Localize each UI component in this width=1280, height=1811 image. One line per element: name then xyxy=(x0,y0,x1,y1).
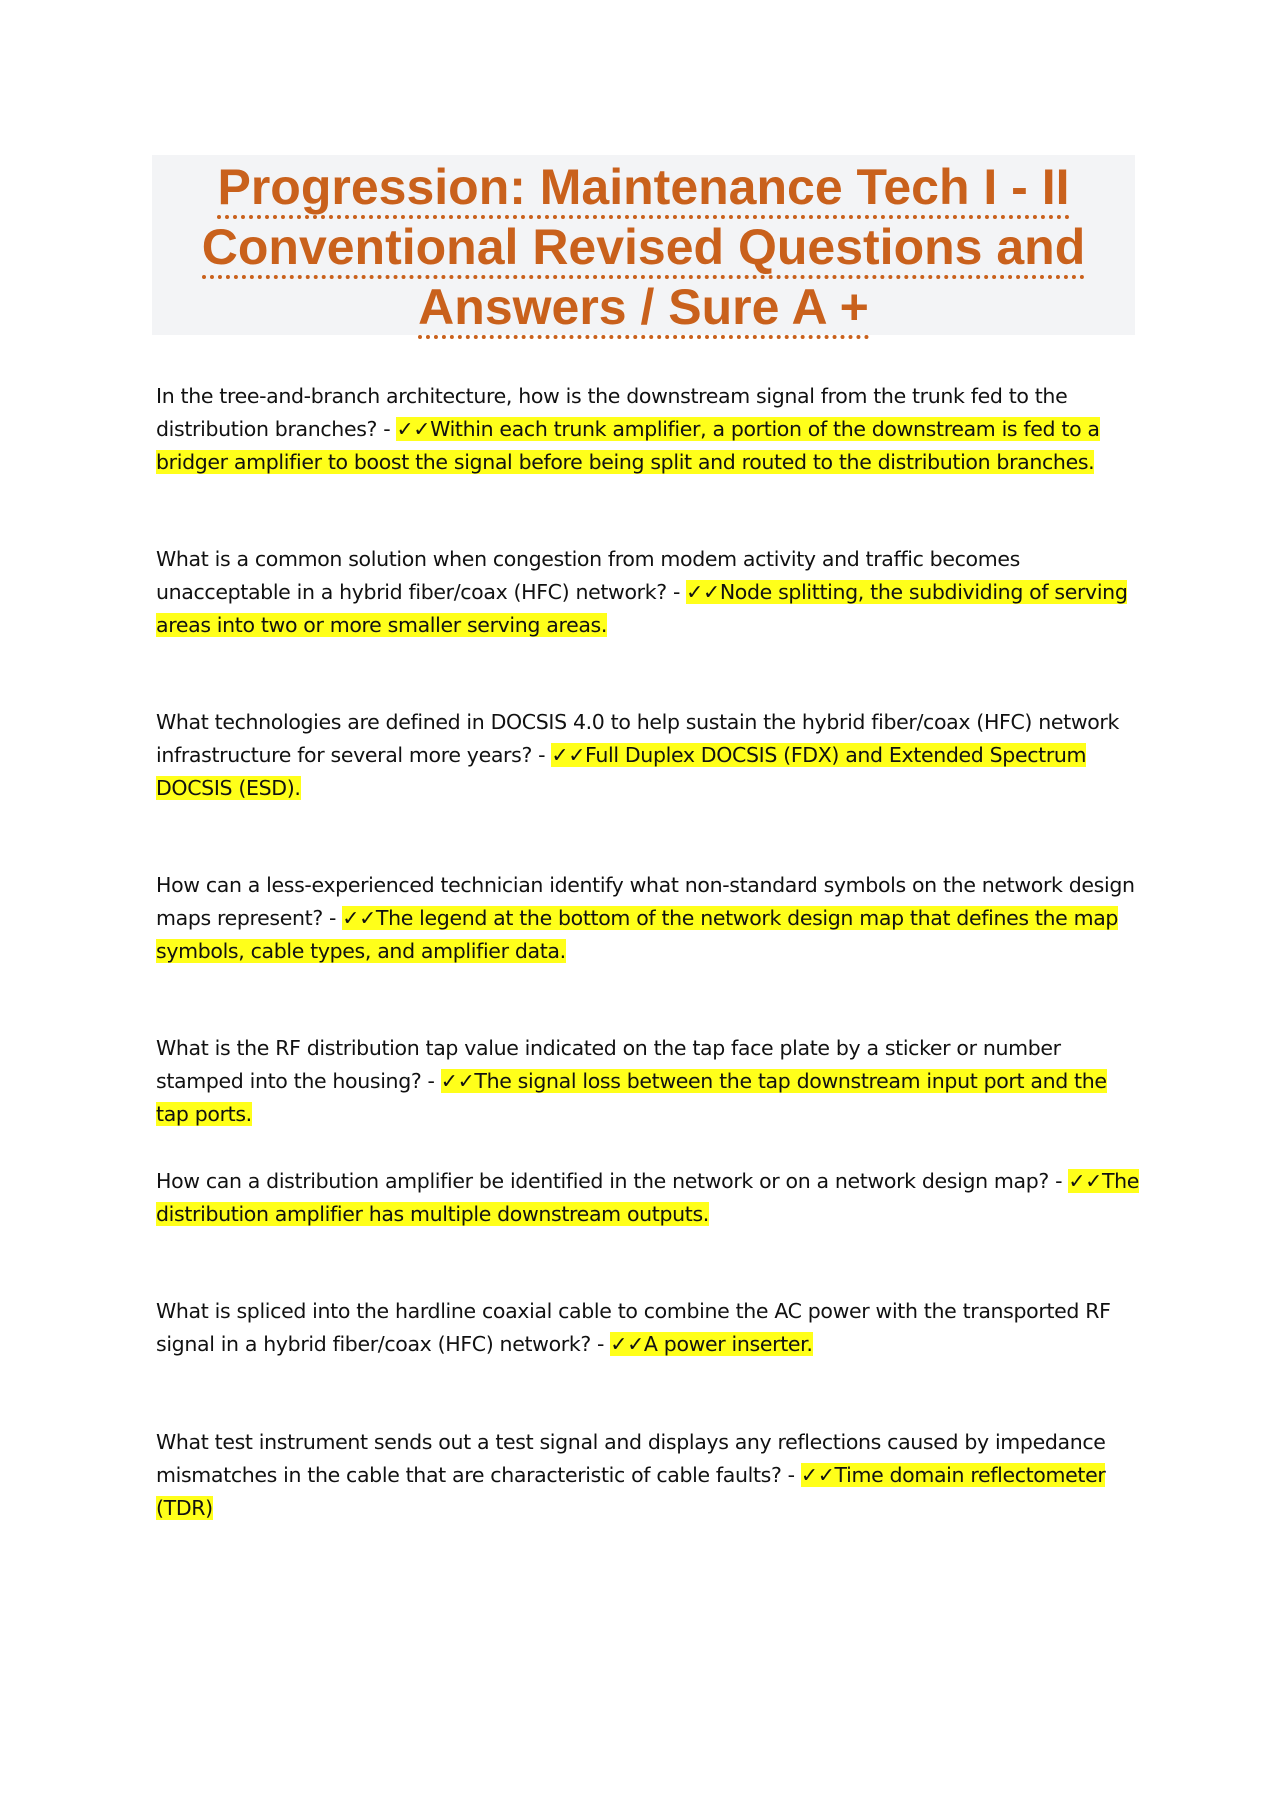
question-text: What is the RF distribution tap value indicated on the tap face plate by a sticker or number stamped into the housing? - xyxy=(156,1036,1061,1093)
qa-item xyxy=(156,543,1141,642)
question-text: What is a common solution when congestion from modem activity and traffic becomes unacceptable in a hybrid fiber/coax (HFC) network? - xyxy=(156,547,1020,604)
question-text: What is spliced into the hardline coaxial cable to combine the AC power with the transported RF signal in a hybrid fiber/coax (HFC) network? - xyxy=(156,1299,1111,1356)
document-title xyxy=(152,155,1135,335)
qa-item xyxy=(156,1032,1141,1131)
question-text: What technologies are defined in DOCSIS 4.0 to help sustain the hybrid fiber/coax (HFC) network infrastructure for several more years? - xyxy=(156,710,1120,767)
qa-item xyxy=(156,869,1141,968)
qa-item xyxy=(156,1295,1141,1361)
answer-text: ✓✓The legend at the bottom of the network design map that defines the map symbols, cable types, and amplifier data. xyxy=(156,906,1119,963)
answer-text: ✓✓A power inserter. xyxy=(610,1332,813,1356)
answer-text: ✓✓The distribution amplifier has multiple downstream outputs. xyxy=(156,1169,1140,1226)
question-text: How can a distribution amplifier be identified in the network or on a network design map? - xyxy=(156,1169,1069,1193)
qa-item xyxy=(156,380,1141,479)
answer-text: ✓✓Node splitting, the subdividing of serving areas into two or more smaller serving areas. xyxy=(156,580,1128,637)
question-text: In the tree-and-branch architecture, how is the downstream signal from the trunk fed to the distribution branches? - xyxy=(156,384,1068,441)
title-line-2: Conventional Revised Questions and xyxy=(152,217,1135,277)
title-line-3: Answers / Sure A + xyxy=(152,277,1135,337)
qa-item xyxy=(156,1165,1141,1231)
answer-text: ✓✓Full Duplex DOCSIS (FDX) and Extended Spectrum DOCSIS (ESD). xyxy=(156,743,1087,800)
answer-text: ✓✓Within each trunk amplifier, a portion of the downstream is fed to a bridger amplifier to boost the signal before being split and routed to the distribution branches. xyxy=(156,417,1100,474)
qa-item xyxy=(156,706,1141,805)
answer-text: ✓✓Time domain reflectometer (TDR) xyxy=(156,1463,1106,1520)
question-text: How can a less-experienced technician identify what non-standard symbols on the network design maps represent? - xyxy=(156,873,1135,930)
title-line-1: Progression: Maintenance Tech I - II xyxy=(152,157,1135,217)
qa-item xyxy=(156,1426,1141,1525)
question-text: What test instrument sends out a test signal and displays any reflections caused by impedance mismatches in the cable that are characteristic of cable faults? - xyxy=(156,1430,1106,1487)
answer-text: ✓✓The signal loss between the tap downstream input port and the tap ports. xyxy=(156,1069,1107,1126)
